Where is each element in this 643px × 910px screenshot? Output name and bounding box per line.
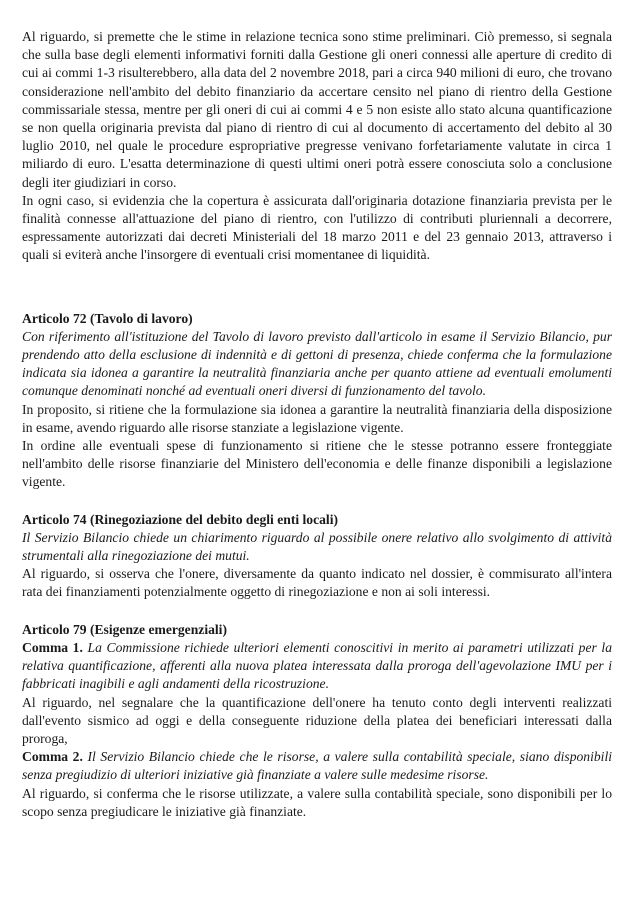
intro-section	[22, 28, 612, 265]
article-72-question: Con riferimento all'istituzione del Tavolo di lavoro previsto dall'articolo in esame il Servizio Bilancio, pur prendendo atto della esclusione di indennità e di gettoni di presenza, chiede conferma che la formulazione indicata sia idonea a garantire la neutralità finanziaria anche per quanto attiene ad eventuali emolumenti comunque denominati nonché ad eventuali oneri diversi di funzionamento del tavolo.	[22, 328, 612, 399]
article-72-heading: Articolo 72 (Tavolo di lavoro)	[22, 310, 193, 326]
article-79-comma-1-question	[22, 639, 612, 694]
article-74-answer: Al riguardo, si osserva che l'onere, diversamente da quanto indicato nel dossier, è commisurato all'intera rata dei finanziamenti potenzialmente oggetto di rinegoziazione e non ai soli interessi.	[22, 566, 612, 600]
intro-paragraph-1: Al riguardo, si premette che le stime in relazione tecnica sono stime preliminari. Ciò premesso, si segnala che sulla base degli elementi informativi forniti dalla Gestione gli oneri connessi alle aperture di credito di cui ai commi 1-3 risulterebbero, alla data del 2 novembre 2018, pari a circa 940 milioni di euro, che trovano considerazione nell'ambito del debito finanziario da accertare censito nel piano di rientro della Gestione commissariale stessa, mentre per gli oneri di cui ai commi 4 e 5 non esiste allo stato alcuna quantificazione se non quella originaria prevista dal piano di rientro di cui al documento di accertamento del debito al 30 luglio 2010, nel quale le procedure espropriative pregresse venivano forfetariamente valutate in circa 1 miliardo di euro. L'esatta determinazione di questi ultimi oneri potrà essere conosciuta solo a conclusione degli iter giudiziari in corso.	[22, 29, 612, 190]
article-72-section	[22, 310, 612, 492]
intro-paragraph-2: In ogni caso, si evidenzia che la copertura è assicurata dall'originaria dotazione finanziaria prevista per le finalità connesse all'attuazione del piano di rientro, con l'utilizzo di contributi pluriennali a decorrere, espressamente autorizzati dai decreti Ministeriali del 18 marzo 2011 e del 23 gennaio 2013, attraverso i quali si eviterà anche l'insorgere di eventuali crisi momentanee di liquidità.	[22, 192, 612, 263]
comma-2-label: Comma 2.	[22, 749, 83, 765]
comma-2-question-text: Il Servizio Bilancio chiede che le risorse, a valere sulla contabilità speciale, siano disponibili senza pregiudizio di ulteriori iniziative già finanziate a valere sulle medesime risorse.	[22, 749, 613, 783]
article-74-section	[22, 511, 612, 602]
article-79-comma-2-answer: Al riguardo, si conferma che le risorse utilizzate, a valere sulla contabilità speciale, sono disponibili per lo scopo senza pregiudicare le iniziative già finanziate.	[22, 785, 612, 819]
comma-1-label: Comma 1.	[22, 639, 83, 655]
article-79-heading: Articolo 79 (Esigenze emergenziali)	[22, 621, 227, 637]
article-79-comma-2-question	[22, 748, 612, 784]
article-74-question: Il Servizio Bilancio chiede un chiarimento riguardo al possibile onere relativo allo svolgimento di attività strumentali alla rinegoziazione dei mutui.	[22, 529, 612, 564]
article-79-section	[22, 621, 612, 821]
comma-1-question-text: La Commissione richiede ulteriori elementi conoscitivi in merito ai parametri utilizzati per la relativa quantificazione, afferenti alla nuova platea interessata dalla proroga dell'agevolazione IMU per i fabbricati inagibili e agli andamenti della ricostruzione.	[22, 639, 613, 692]
article-72-answer-2: In ordine alle eventuali spese di funzionamento si ritiene che le stesse potranno essere fronteggiate nell'ambito delle risorse finanziarie del Ministero dell'economia e delle finanze disponibili a legislazione vigente.	[22, 438, 612, 490]
document-page	[22, 28, 612, 821]
article-74-heading: Articolo 74 (Rinegoziazione del debito degli enti locali)	[22, 511, 339, 527]
article-79-comma-1-answer: Al riguardo, nel segnalare che la quantificazione dell'onere ha tenuto conto degli interventi realizzati dall'evento sismico ad oggi e della conseguente riduzione della platea dei beneficiari interessati dalla proroga,	[22, 694, 612, 746]
article-72-answer-1: In proposito, si ritiene che la formulazione sia idonea a garantire la neutralità finanziaria della disposizione in esame, avendo riguardo alle risorse stanziate a legislazione vigente.	[22, 401, 612, 435]
